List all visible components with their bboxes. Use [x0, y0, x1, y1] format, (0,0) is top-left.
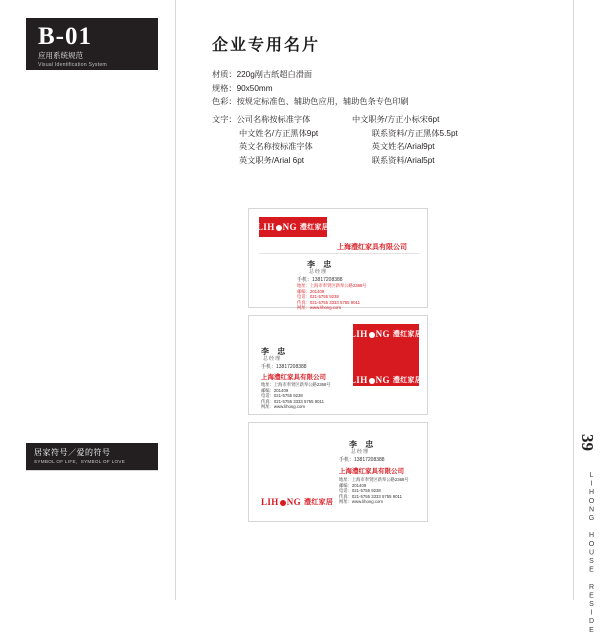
business-card-front [248, 208, 428, 311]
font-right-0: 中文职务/方正小标宋6pt [352, 115, 440, 124]
card-address: 地址：上海市奉贤区新奉公路2368号 [339, 477, 409, 482]
logo-latin-left: LIH [349, 375, 368, 385]
card-fax: 传真：021-5755 3333 5755 9011 [339, 493, 402, 499]
logo-chinese: 澧红家居 [304, 499, 334, 506]
card-contact-block [339, 477, 425, 505]
font-left-2: 英文名称按标准字体 [239, 142, 313, 151]
card-person-name: 李 忠 [307, 260, 335, 269]
font-row [212, 154, 552, 168]
card-company-name: 上海澧红家具有限公司 [261, 374, 326, 381]
business-card-variant-b [248, 315, 428, 415]
logo-dot-icon [369, 378, 375, 384]
logo-latin-right: NG [375, 375, 390, 385]
card-red-panel-logo [349, 374, 423, 386]
card-address: 地址：上海市奉贤区新奉公路2368号 [261, 382, 331, 387]
specification-list [212, 68, 542, 109]
card-person-role: 总经理 [309, 269, 328, 275]
side-vertical-text: LIHONG HOUSE RESIDE [588, 472, 595, 635]
card-person-role: 总经理 [263, 356, 282, 362]
logo-chinese: 澧红家居 [299, 224, 330, 231]
logo-chinese: 澧红家居 [392, 377, 423, 384]
lihong-logo [261, 497, 333, 507]
card-zipcode: 邮编：201409 [339, 482, 367, 488]
page-title: 企业专用名片 [212, 37, 321, 54]
card-fax: 传真：021-5755 3333 5755 9011 [261, 398, 324, 404]
card-tel: 电话：021-5755 9238 [297, 294, 339, 300]
card-zipcode: 邮编：201409 [261, 387, 289, 393]
card-web: 网址：www.lihong.com [339, 499, 383, 505]
card-tel: 电话：021-5755 9238 [339, 488, 381, 494]
card-person-name: 李 忠 [349, 440, 377, 449]
logo-plate [349, 324, 423, 343]
font-row [212, 113, 552, 127]
page-code: B-01 [38, 23, 92, 50]
logo-dot-icon [276, 225, 282, 231]
spec-material: 材质：220g剐古纸超白滑面 [212, 70, 313, 79]
logo-latin-right: NG [286, 497, 302, 507]
card-contact-block [261, 382, 391, 410]
card-divider [259, 253, 419, 254]
logo-dot-icon [369, 332, 375, 338]
logo-dot-icon [280, 500, 286, 506]
business-card-variant-c [248, 422, 428, 522]
spec-size: 规格：90x50mm [212, 83, 273, 93]
font-left-0: 公司名称按标准字体 [236, 115, 311, 124]
card-web: 网址：www.lihong.com [261, 404, 305, 410]
card-zipcode: 邮编：201409 [297, 288, 325, 294]
logo-latin-left: LIH [261, 497, 279, 507]
card-contact-block [297, 283, 421, 311]
lihong-logo [350, 329, 422, 339]
card-web: 网址：www.lihong.com [297, 305, 341, 311]
logo-latin-left: LIH [349, 328, 368, 339]
card-mobile: 手机：13817208388 [261, 364, 307, 370]
card-person-name: 李 忠 [261, 347, 289, 356]
card-mobile: 手机：13817208388 [297, 277, 343, 283]
font-row [212, 140, 552, 154]
footer-english-label: SYMBOL OF LIFE，SYMBOL OF LOVE [34, 459, 126, 464]
font-right-1: 联系资料/方正黑体5.5pt [371, 128, 458, 138]
logo-latin-left: LIH [256, 222, 275, 232]
font-right-2: 英文姓名/Arial9pt [371, 142, 435, 151]
font-left-3: 英文职务/Arial 6pt [239, 155, 305, 165]
right-margin-rule [573, 0, 574, 600]
logo-plate [256, 217, 330, 237]
spec-color: 色彩：按规定标准色、辅助色应用，辅助色条专色印刷 [212, 97, 409, 106]
footer-rule [26, 470, 158, 471]
footer-block [26, 443, 158, 470]
card-logo [261, 497, 333, 507]
card-company-name: 上海澧红家具有限公司 [337, 244, 407, 251]
footer-chinese-label: 居家符号／爱的符号 [34, 448, 111, 457]
card-tel: 电话：021-5755 9238 [261, 393, 303, 399]
header-block [26, 18, 158, 70]
page-number: 39 [578, 434, 597, 451]
font-label: 文字： [212, 115, 237, 124]
logo-chinese: 澧红家居 [392, 330, 423, 338]
logo-latin-right: NG [282, 222, 297, 232]
font-row [212, 127, 552, 141]
card-company-name: 上海澧红家具有限公司 [339, 468, 404, 475]
left-margin-rule [175, 0, 176, 600]
font-right-3: 联系资料/Arial5pt [371, 155, 435, 165]
header-chinese-label: 应用系统规范 [38, 51, 83, 60]
lihong-logo [257, 222, 329, 232]
card-fax: 传真：021-5755 3333 5755 9011 [297, 299, 360, 305]
lihong-logo [350, 375, 422, 385]
logo-latin-right: NG [375, 328, 390, 339]
font-specification-list [212, 113, 552, 167]
font-left-1: 中文姓名/方正黑体9pt [239, 128, 319, 138]
card-mobile: 手机：13817208388 [339, 457, 385, 463]
card-person-role: 总经理 [351, 449, 370, 455]
header-english-label: Visual Identification System [38, 62, 107, 68]
card-address: 地址：上海市奉贤区新奉公路2368号 [297, 283, 367, 288]
